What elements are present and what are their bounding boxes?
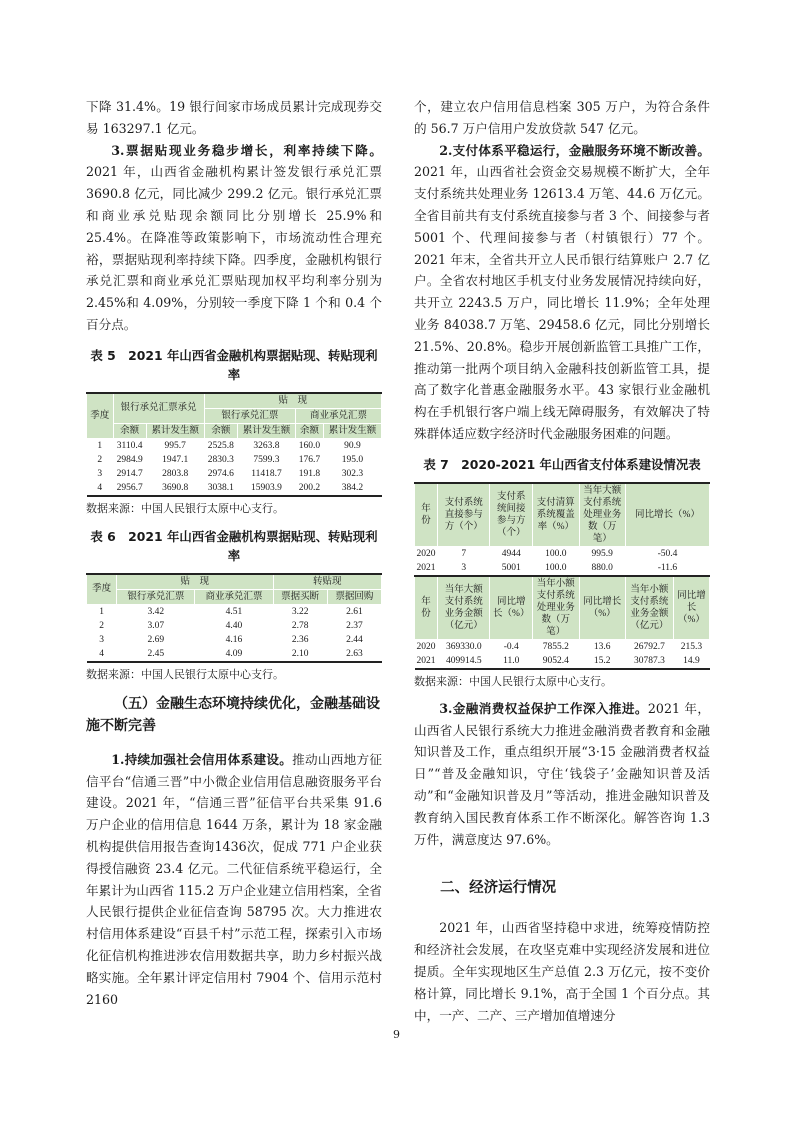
table-cell: 2.78 — [291, 620, 309, 631]
table-cell: 4.09 — [195, 647, 273, 662]
right-column — [414, 96, 710, 1026]
table-cell: 409914.5 — [438, 654, 490, 669]
section-heading: 二、经济运行情况 — [440, 880, 557, 897]
table-cell: 3110.4 — [116, 440, 143, 451]
table-7 — [414, 482, 710, 670]
table-header: 年份 — [415, 576, 438, 640]
paragraph — [414, 140, 710, 445]
table-cell: 2974.6 — [207, 468, 234, 479]
table-cell: 2.45 — [117, 647, 195, 662]
table-cell: 9052.4 — [533, 654, 579, 669]
table-cell: 100.0 — [533, 561, 579, 576]
table-cell: 2525.8 — [207, 440, 234, 451]
table-cell: 2020 — [416, 641, 436, 652]
table-header: 年份 — [415, 483, 438, 547]
table-header: 贴 现 — [117, 574, 273, 590]
table-cell: 3 — [99, 634, 104, 645]
table-cell: 3038.1 — [204, 481, 237, 496]
table-cell: 215.3 — [680, 641, 703, 652]
table-cell: 7599.3 — [253, 454, 280, 465]
table-cell: 3 — [438, 561, 490, 576]
table-cell: 5001 — [490, 561, 533, 576]
table-cell: -50.4 — [657, 548, 678, 559]
table-7-header-1 — [415, 483, 710, 547]
table-header: 余额 — [295, 423, 323, 438]
table-cell: 13.6 — [593, 641, 611, 652]
table-cell: 15.2 — [579, 654, 625, 669]
table-header: 支付系统直接参与方（个） — [438, 483, 490, 547]
paragraph-heading: 3.金融消费权益保护工作深入推进。 — [439, 700, 648, 716]
table-5-body — [87, 438, 382, 496]
table-caption: 表 7 2020-2021 年山西省支付体系建设情况表 — [423, 456, 701, 472]
table-header: 贴 现 — [204, 393, 381, 409]
table-cell: 2 — [97, 454, 103, 465]
table-cell: 369330.0 — [445, 641, 482, 652]
table-header: 当年小额支付系统业务金额（亿元） — [625, 576, 673, 640]
table-cell: 2.37 — [346, 620, 363, 631]
table-header: 余额 — [113, 423, 146, 438]
paragraph-heading: 2.支付体系平稳运行，金融服务环境不断改善。 — [439, 142, 710, 158]
table-cell: 3 — [97, 468, 103, 479]
table-cell: 2914.7 — [116, 468, 143, 479]
paragraph — [86, 749, 382, 1011]
table-cell: 3263.8 — [253, 440, 280, 451]
table-header: 转贴现 — [273, 574, 381, 590]
table-row — [87, 481, 382, 496]
table-cell: 4.16 — [225, 634, 243, 645]
table-cell: 4 — [87, 647, 117, 662]
table-cell: 4944 — [501, 548, 521, 559]
table-header: 累计发生额 — [237, 423, 295, 438]
table-header: 当年小额支付系统处理业务数（万笔） — [533, 576, 579, 640]
table-cell: 880.0 — [579, 561, 625, 576]
table-header: 同比增长（%） — [490, 576, 533, 640]
table-caption: 表 6 2021 年山西省金融机构票据贴现、转贴现利率 — [90, 528, 378, 563]
table-cell: 2 — [99, 620, 104, 631]
table-cell: 14.9 — [673, 654, 709, 669]
table-cell: 2021 — [415, 561, 438, 576]
table-6-body — [87, 604, 382, 662]
table-5 — [86, 392, 382, 497]
table-header: 银行承兑汇票 — [204, 408, 295, 423]
table-row — [87, 438, 382, 453]
table-header: 商业承兑汇票 — [295, 408, 381, 423]
table-header: 商业承兑汇票 — [195, 589, 273, 604]
table-cell: 176.7 — [298, 454, 321, 465]
table-6 — [86, 573, 382, 663]
table-row — [415, 546, 710, 561]
table-cell: 2020 — [416, 548, 436, 559]
table-cell: 90.9 — [344, 440, 361, 451]
table-cell: -11.6 — [625, 561, 709, 576]
table-cell: 195.0 — [341, 454, 364, 465]
table-cell: 26792.7 — [634, 641, 665, 652]
table-cell: 1 — [99, 606, 104, 617]
table-cell: 2021 — [415, 654, 438, 669]
table-cell: 995.7 — [164, 440, 186, 451]
table-cell: 3690.8 — [146, 481, 204, 496]
paragraph-body: 2021 年，山西省金融机构累计签发银行承兑汇票 3690.8 亿元，同比减少 299.2 亿元。银行承兑汇票和商业承兑贴现余额同比分别增长 25.9%和 25.4%。在降准等政策影响下，市场流动性合理充裕，票据贴现利率持续下降。四季度，金融机构银行承兑汇票和商业承兑汇票贴现加权平均利率分别为 2.45%和 4.09%，分别较一季度下降 1 个和 0.4 个百分点。 — [86, 164, 382, 332]
table-cell: 3.07 — [147, 620, 165, 631]
table-row — [87, 619, 382, 633]
table-cell: 1947.1 — [162, 454, 189, 465]
table-7-body-2 — [415, 639, 710, 669]
table-header: 票据回购 — [327, 589, 381, 604]
paragraph-heading: 3.票据贴现业务稳步增长，利率持续下降。 — [111, 142, 382, 158]
table-source: 数据来源：中国人民银行太原中心支行。 — [86, 501, 284, 515]
table-source: 数据来源：中国人民银行太原中心支行。 — [86, 667, 284, 681]
table-header: 季度 — [87, 393, 114, 439]
table-cell: 160.0 — [298, 440, 321, 451]
table-row — [415, 654, 710, 669]
table-header: 同比增长（%） — [673, 576, 709, 640]
table-cell: 4.40 — [225, 620, 243, 631]
table-header: 银行承兑汇票承兑 — [113, 393, 204, 424]
table-cell: 3.42 — [147, 606, 165, 617]
table-header: 票据买断 — [273, 589, 327, 604]
paragraph: 下降 31.4%。19 银行间家市场成员累计完成现券交易 163297.1 亿元。 — [86, 99, 382, 136]
table-cell: 2956.7 — [113, 481, 146, 496]
paragraph — [86, 140, 382, 336]
table-row — [415, 561, 710, 576]
table-cell: 384.2 — [323, 481, 381, 496]
section-heading: （五）金融生态环境持续优化，金融基础设施不断完善 — [86, 695, 380, 734]
table-header: 当年大额支付系统处理业务数（万笔） — [579, 483, 625, 547]
table-7-header-2 — [415, 576, 710, 640]
table-header: 支付系统间接参与方（个） — [490, 483, 533, 547]
paragraph-body: 2021 年，山西省人民银行系统大力推进金融消费者教育和金融知识普及工作，重点组织开展“3·15 金融消费者权益日”“普及金融知识，守住‘钱袋子’金融知识普及活动”和“金融知识普及月”等活动，推进金融知识普及教育纳入国民教育体系工作不断深化。解答咨询 1.3 万件，满意度达 97.6%。 — [414, 700, 710, 847]
table-cell: 2.63 — [327, 647, 381, 662]
table-cell: 2.10 — [273, 647, 327, 662]
paragraph — [414, 698, 710, 851]
paragraph-body: 推动山西地方征信平台“信通三晋”中小微企业信用信息融资服务平台建设。2021 年，“信通三晋”征信平台共采集 91.6 万户企业的信用信息 1644 万条，累计为 18 家金融机构提供信用报告查询1436次，促成 771 户企业获得授信融资 23.4 亿元。二代征信系统平稳运行，全年累计为山西省 115.2 万户企业建立信用档案，全省人民银行提供企业征信查询 58795 次。大力推进农村信用体系建设“百县千村”示范工程，探索引入市场化征信机构推进涉农信用数据共享，助力乡村振兴战略实施。全年累计评定信用村 7904 个、信用示范村 2160 — [86, 751, 382, 1007]
table-source: 数据来源：中国人民银行太原中心支行。 — [414, 674, 612, 688]
table-cell: 7 — [461, 548, 467, 559]
table-cell: 11418.7 — [251, 468, 282, 479]
table-cell: 11.0 — [490, 654, 533, 669]
table-cell: 2984.9 — [116, 454, 143, 465]
page-number: 9 — [393, 1028, 400, 1041]
table-header: 同比增长（%） — [625, 483, 709, 547]
table-cell: 200.2 — [295, 481, 323, 496]
table-cell: 4 — [87, 481, 114, 496]
table-cell: 191.8 — [298, 468, 321, 479]
table-row — [87, 633, 382, 647]
table-cell: 2830.3 — [207, 454, 234, 465]
table-row — [87, 604, 382, 619]
table-header: 累计发生额 — [323, 423, 381, 438]
table-cell: 2.69 — [147, 634, 165, 645]
table-cell: 100.0 — [545, 548, 567, 559]
table-header: 累计发生额 — [146, 423, 204, 438]
table-row — [87, 467, 382, 481]
table-cell: 15903.9 — [237, 481, 295, 496]
table-cell: 7855.2 — [542, 641, 569, 652]
table-cell: 2.36 — [291, 634, 309, 645]
table-cell: -0.4 — [503, 641, 519, 652]
table-cell: 2803.8 — [162, 468, 189, 479]
paragraph: 2021 年，山西省坚持稳中求进，统筹疫情防控和经济社会发展，在攻坚克难中实现经济发展和进位提质。全年实现地区生产总值 2.3 万亿元，按不变价格计算，同比增长 9.1%，高于全国 1 个百分点。其中，一产、二产、三产增加值增速分 — [414, 920, 710, 1023]
table-cell: 4.51 — [225, 606, 243, 617]
table-caption: 表 5 2021 年山西省金融机构票据贴现、转贴现利率 — [90, 347, 378, 382]
table-cell: 30787.3 — [625, 654, 673, 669]
table-7-body-1 — [415, 546, 710, 576]
table-header: 当年大额支付系统业务金额（亿元） — [438, 576, 490, 640]
table-cell: 3.22 — [291, 606, 309, 617]
table-header: 季度 — [87, 574, 117, 605]
table-cell: 2.44 — [346, 634, 363, 645]
table-header: 同比增长（%） — [579, 576, 625, 640]
table-cell: 2.61 — [346, 606, 363, 617]
table-header: 支付清算系统覆盖率（%） — [533, 483, 579, 547]
table-cell: 302.3 — [341, 468, 364, 479]
table-header: 银行承兑汇票 — [117, 589, 195, 604]
table-row — [87, 647, 382, 662]
table-row — [87, 453, 382, 467]
table-cell: 995.9 — [591, 548, 613, 559]
paragraph-body: 2021 年，山西省社会资金交易规模不断扩大，全年支付系统共处理业务 12613.4 万笔、44.6 万亿元。全省目前共有支付系统直接参与者 3 个、间接参与者 5001 个、代理间接参与者（村镇银行）77 个。2021 年末，全省共开立人民币银行结算账户 2.7 亿户。全省农村地区手机支付业务发展情况持续向好，共开立 2243.5 万户，同比增长 11.9%；全年处理业务 84038.7 万笔、29458.6 亿元，同比分别增长 21.5%、20.8%。稳步开展创新监管工具推广工作，推动第一批两个项目纳入金融科技创新监管工具，提高了数字化普惠金融服务水平。43 家银行业金融机构在手机银行客户端上线无障碍服务，有效解决了特殊群体适应数字经济时代金融服务困难的问题。 — [414, 164, 710, 441]
paragraph-heading: 1.持续加强社会信用体系建设。 — [111, 751, 293, 767]
table-cell: 1 — [97, 440, 103, 451]
table-row — [415, 639, 710, 654]
left-column — [86, 96, 382, 1010]
paragraph: 个，建立农户信用信息档案 305 万户，为符合条件的 56.7 万户信用户发放贷款 547 亿元。 — [414, 99, 710, 136]
table-header: 余额 — [204, 423, 237, 438]
